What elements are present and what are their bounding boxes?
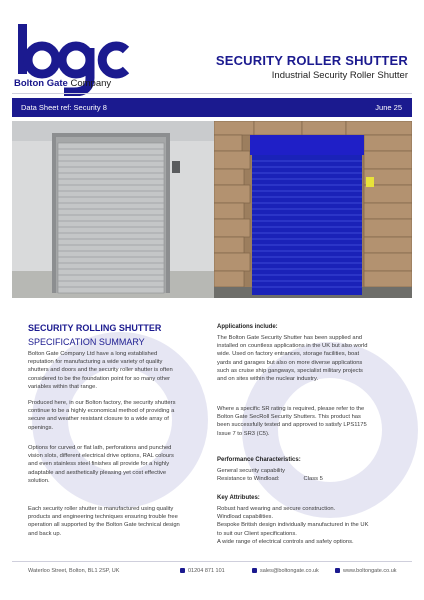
section-subheading: SPECIFICATION SUMMARY [28, 337, 145, 347]
header-divider [12, 93, 412, 94]
datasheet-date: June 25 [375, 103, 402, 112]
footer-web[interactable]: www.boltongate.co.uk [343, 568, 397, 574]
document-subtitle: Industrial Security Roller Shutter [271, 70, 408, 81]
footer-phone: 01204 871 101 [188, 568, 225, 574]
intro-paragraph: Bolton Gate Company Ltd have a long established reputation for manufacturing a wide variety of quality shutters and doors and the security roller shutter is often considered to be the foundation point for so many other variables within that range. [28, 351, 173, 390]
options-paragraph: Options for curved or flat lath, perforations and punched vision slots, different electrical drive options, RAL colours and even stainless steel finishes all provide for a highly adaptable and aesthetically pleasing yet cost effective solution. [28, 445, 174, 484]
attributes-heading: Key Attributes: [217, 495, 260, 501]
footer-email[interactable]: sales@boltongate.co.uk [260, 568, 319, 574]
email-icon [252, 568, 257, 573]
attributes-list: Robust hard wearing and secure construction. Windload capabilities. Bespoke British design individually manufactured in the UK to suit our Client specifications. A wide range of electrical controls and safety options. [217, 506, 369, 545]
datasheet-ref: Data Sheet ref: Security 8 [21, 103, 107, 112]
section-heading: SECURITY ROLLING SHUTTER [28, 323, 162, 333]
production-paragraph: Produced here, in our Bolton factory, the security shutters continue to be a highly economical method of providing a secure and weather resistant closure to a wide array of openings. [28, 400, 176, 431]
photo-grey-shutter [12, 121, 215, 298]
quality-paragraph: Each security roller shutter is manufactured using quality products and engineering techniques ensuring trouble free operation all supported by the Bolton Gate technical design and back up. [28, 506, 180, 537]
applications-heading: Applications include: [217, 324, 278, 330]
datasheet-bar [12, 98, 412, 117]
document-title: SECURITY ROLLER SHUTTER [215, 53, 408, 68]
performance-heading: Performance Characteristics: [217, 457, 301, 463]
phone-icon [180, 568, 185, 573]
applications-paragraph: The Bolton Gate Security Shutter has been supplied and installed on countless applications in the UK but also world wide. Used on factory entrances, storage facilities, boat yards and garages but also on more diverse applications such as cruise ship gangways, specialist military projects and on sites within the nuclear industry. [217, 335, 368, 383]
footer-divider [12, 561, 412, 562]
performance-list: General security capability Resistance to Windload: Class 5 [217, 468, 323, 483]
sr-rating-paragraph: Where a specific SR rating is required, please refer to the Bolton Gate SecRoll Security Shutters. This product has been successfully tested and approved to satisfy LPS1175 Issue 7 to SR3 (C5). [217, 406, 367, 437]
photo-blue-shutter [214, 121, 412, 298]
web-icon [335, 568, 340, 573]
footer-address: Waterloo Street, Bolton, BL1 2SP, UK [28, 568, 120, 574]
company-name: Bolton Gate Company [14, 78, 112, 89]
